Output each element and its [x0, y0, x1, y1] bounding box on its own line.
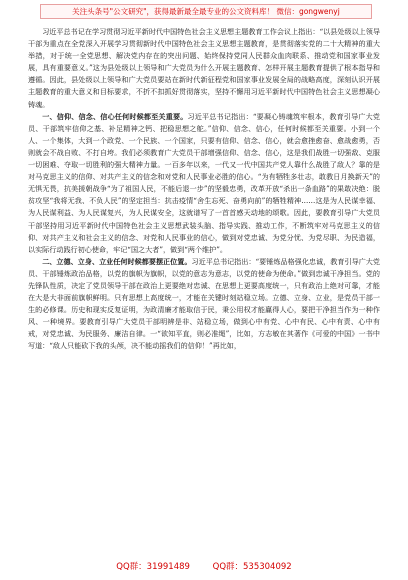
footer-qq-group-1: QQ群：31991489 — [116, 562, 190, 572]
section-one-text: 习近平总书记指出：“要凝心铸魂筑牢根本，教育引导广大党员、干部筑牢信仰之基、补足精神之钙、把稳思想之舵。”信仰、信念、信心，任何时候都至关重要。小到一个人、一个集体，大到一个政党、一个民族、一个国家，只要有信仰、信念、信心，就会愈挫愈奋、愈战愈勇，否则就会不战自败、不打自垮。我们必须教育广大党员干部增强信仰、信念、信心，这是我们战胜一切强敌、克服一切困难、夺取一切胜利的强大精神力量。一百多年以来，一代又一代中国共产党人靠什么战胜了敌人？靠的是对马克思主义的信仰、对共产主义的信念和对党和人民事业必胜的信心。“为有牺牲多壮志，敢教日月换新天”的无惧无畏，抗美援朝战争“为了祖国人民，不能后退一步”的坚毅忠勇，改革开放“杀出一条血路”的果敢决绝：脱贫攻坚“我将无我、不负人民”的坚定担当：抗击疫情“舍生忘死、奋勇向前”的牺牲精神……这是为人民谋幸福、为人民谋利益、为人民谋复兴，为人民谋安全，这就谱写了一首首感天动地的颂歌。因此，要教育引导广大党员干部坚持用习近平新时代中国特色社会主义思想武装头脑、指导实践、推动工作，不断筑牢对马克思主义的信仰、对共产主义和社会主义的信念、对党和人民事业的信心，做到对党忠诚、为党分忧、为党尽职、为民造福，以实际行动践行初心使命，牢记“国之大者”，做到“两个维护”。 — [28, 111, 381, 254]
section-two-heading: 二、立德、立身、立业任何时候都要摆正位置。 — [42, 256, 192, 266]
intro-paragraph: 习近平总书记在学习贯彻习近平新时代中国特色社会主义思想主题教育工作会议上指出：“以县处级以上领导干部为重点在全党深入开展学习贯彻新时代中国特色社会主义思想主题教育，是贯彻落实党的二十大精神的重大举措，对于统一全党思想、解决党内存在的突出问题、始终保持党同人民群众血肉联系、推动党和国家事业发展，具有重要意义。”这为县处级以上领导和广大党员为什么开展主题教育、怎样开展主题教育提供了根本指导和遵循。因此，县处级以上领导和广大党员要站在新时代新征程党和国家事业发展全局的战略高度，深刻认识开展主题教育的重大意义和目标要求，不折不扣抓好贯彻落实，坚持不懈用习近平新时代中国特色社会主义思想凝心铸魂。 — [28, 27, 380, 109]
section-one-heading: 一、信仰、信念、信心任何时候都至关重要。 — [42, 111, 188, 121]
promo-banner: 关注头条号"公文研究"，获得最新最全最专业的公文资料库！ 微信：gongwenyj — [40, 4, 372, 19]
section-one-paragraph — [28, 111, 380, 256]
section-two-text: 习近平总书记指出：“要锤炼品格强化忠诚，教育引导广大党员、干部锤炼政治品格，以党的旗帜为旗帜，以党的意志为意志，以党的使命为使命。”做到忠诚干净担当。党的先锋队性质，决定了党员领导干部在政治上更要绝对忠诚、在思想上更要高度统一，只有政治上绝对可靠，才能在大是大非面前旗帜鲜明。只有思想上高度统一，才能在关键时刻站稳立场。立德、立身、立业，是党员干部一生的必修课。历史和现实反复证明，为政清廉才能取信于民，秉公用权才能赢得人心，要把干净担当作为一种作风、一种境界。要教育引导广大党员干部明辨是非、站稳立场，做到心中有党、心中有民、心中有责、心中有戒，对党忠诚、为民服务、廉洁自律。一“欲知平直，则必准绳”，比如，方志敏在其著作《可爱的中国》一书中写道：“敌人只能砍下我的头颅，决不能动摇我们的信仰！”再比如， — [28, 256, 381, 351]
footer-qq-group-2: QQ群：535304092 — [212, 562, 292, 572]
footer — [0, 560, 408, 572]
document-body — [28, 26, 380, 353]
section-two-paragraph — [28, 256, 380, 353]
